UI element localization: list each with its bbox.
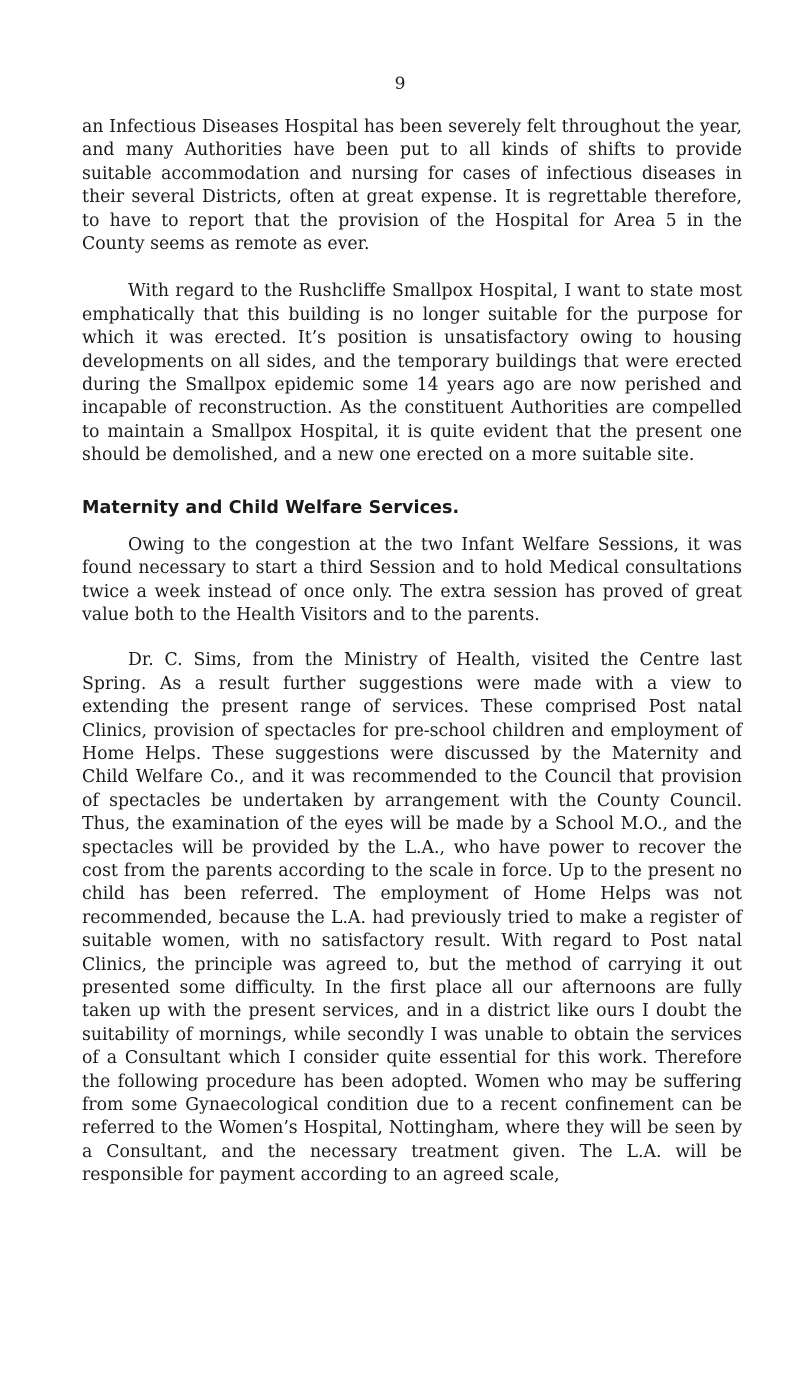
paragraph-infectious-diseases-hospital: an Infectious Diseases Hospital has been severely felt throughout the year, and many Authorities have been put to all kinds of shifts to provide suitable accommodation and nursing for cases of infectious diseases in their several Districts, often at great expense. It is regrettable therefore, to have to report that the provision of the Hospital for Area 5 in the County seems as remote as ever. — [82, 117, 742, 255]
document-body — [82, 116, 742, 1188]
paragraph-ministry-visit: Dr. C. Sims, from the Ministry of Health, visited the Centre last Spring. As a result further suggestions were made with a view to extending the present range of services. These comprised Post natal Clinics, provision of spectacles for pre-school children and employment of Home Helps. These suggestions were discussed by the Maternity and Child Welfare Co., and it was recommended to the Council that provision of spectacles be undertaken by arrangement with the County Council. Thus, the examination of the eyes will be made by a School M.O., and the spectacles will be provided by the L.A., who have power to recover the cost from the parents according to the scale in force. Up to the present no child has been referred. The employment of Home Helps was not recommended, because the L.A. had previously tried to make a register of suitable women, with no satisfactory result. With regard to Post natal Clinics, the principle was agreed to, but the method of carrying it out presented some difficulty. In the first place all our afternoons are fully taken up with the present services, and in a district like ours I doubt the suitability of mornings, while secondly I was unable to obtain the services of a Consultant which I consider quite essential for this work. Therefore the following procedure has been adopted. Women who may be suffering from some Gynaecological condition due to a recent confinement can be referred to the Women’s Hospital, Nottingham, where they will be seen by a Consultant, and the necessary treatment given. The L.A. will be responsible for payment according to an agreed scale, — [82, 650, 742, 1186]
paragraph-rushcliffe-smallpox-hospital: With regard to the Rushcliffe Smallpox Hospital, I want to state most emphatically that this building is no longer suitable for the purpose for which it was erected. It’s position is unsatisfactory owing to housing developments on all sides, and the temporary buildings that were erected during the Smallpox epidemic some 14 years ago are now perished and incapable of reconstruction. As the constituent Authorities are compelled to maintain a Smallpox Hospital, it is quite evident that the present one should be demolished, and a new one erected on a more suitable site. — [82, 281, 742, 466]
section-heading-maternity-child-welfare: Maternity and Child Welfare Services. — [82, 497, 460, 518]
paragraph-infant-welfare-sessions: Owing to the congestion at the two Infant Welfare Sessions, it was found necessary to start a third Session and to hold Medical consultations twice a week instead of once only. The extra session has proved of great value both to the Health Visitors and to the parents. — [82, 534, 742, 625]
page-number: 9 — [394, 74, 406, 94]
